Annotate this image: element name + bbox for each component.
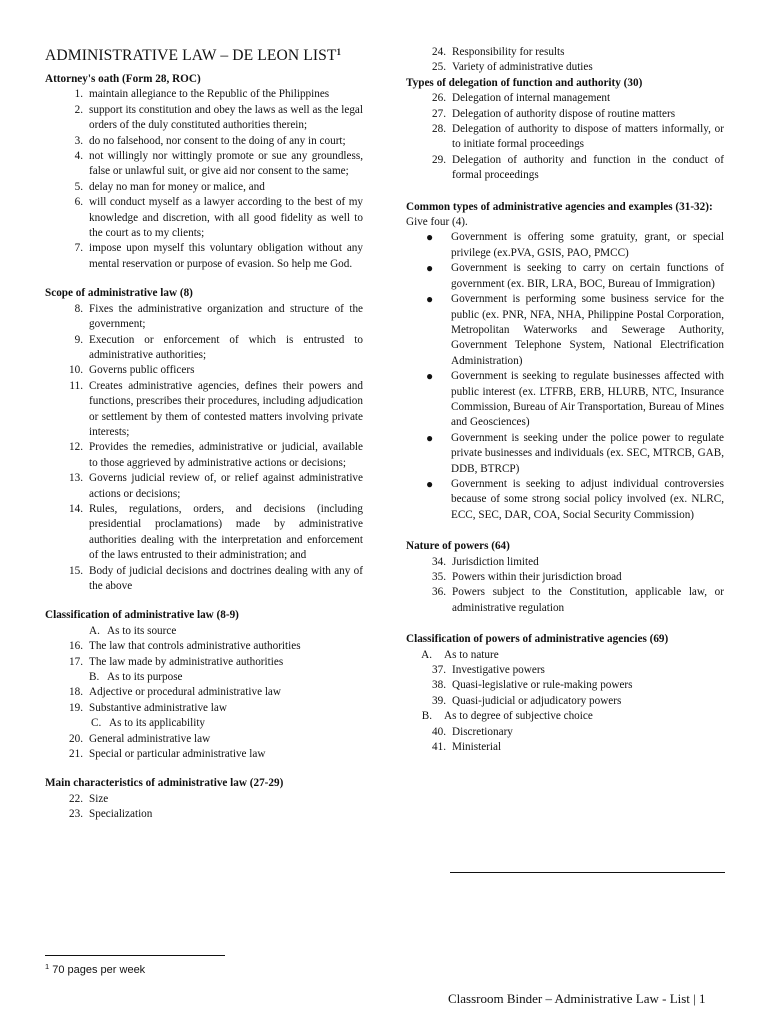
list-item <box>406 725 724 740</box>
list-item <box>45 471 363 502</box>
footnote: $^1$ 70 pages per week <box>45 962 146 976</box>
list-item-text: Rules, regulations, orders, and decisions (including presidential proclamations) made by administrative authorities dealing with the interpretation and enforcement of the laws entrusted to their administration; and <box>89 502 363 562</box>
list-item-text: Variety of administrative duties <box>452 61 593 74</box>
list-item-number: 8. <box>74 302 83 315</box>
subheading-as-to-applicability: C. As to its applicability <box>91 717 206 730</box>
list-item <box>406 153 724 184</box>
oath-list <box>45 87 363 272</box>
bullet-item <box>406 477 724 523</box>
list-item-number: 38. <box>432 679 446 692</box>
list-item-text: Powers subject to the Constitution, applicable law, or administrative regulation <box>452 586 724 614</box>
bullet-icon: ● <box>426 430 434 445</box>
list-item-text: Investigative powers <box>452 664 545 677</box>
list-item-number: 35. <box>432 571 446 583</box>
list-item <box>45 807 363 822</box>
characteristics-list-continued <box>406 45 724 76</box>
bullet-item <box>406 292 724 369</box>
list-item-text: Body of judicial decisions and doctrines dealing with any of the above <box>89 564 363 592</box>
list-item-text: Specialization <box>89 808 153 821</box>
list-item <box>45 747 363 762</box>
bullet-text: Government is seeking under the police power to regulate private businesses and individuals (ex. SEC, MTRCB, GAB, DDB, BTRCP) <box>451 431 724 475</box>
list-item <box>45 180 363 195</box>
list-item <box>406 122 724 153</box>
list-item-text: Governs public officers <box>89 364 195 377</box>
list-item <box>45 732 363 747</box>
subheading-as-to-source: A. As to its source <box>89 624 177 637</box>
list-item-number: 12. <box>69 441 83 454</box>
list-item-text: maintain allegiance to the Republic of the Philippines <box>89 88 330 101</box>
footnote-separator <box>45 955 225 956</box>
list-item-text: Discretionary <box>452 725 513 738</box>
list-item <box>45 302 363 333</box>
list-item-text: Special or particular administrative law <box>89 748 266 761</box>
list-item-number: 22. <box>69 792 83 805</box>
list-item-text: Jurisdiction limited <box>452 555 539 568</box>
list-item-number: 13. <box>69 472 83 485</box>
list-item-number: 17. <box>69 655 83 668</box>
section-heading-scope: Scope of administrative law (8) <box>45 287 193 300</box>
bullet-item <box>406 431 724 477</box>
list-item-text: Provides the remedies, administrative or judicial, available to those aggrieved by administrative actions or decisions; <box>89 441 363 469</box>
list-item <box>406 60 724 75</box>
list-item-number: 16. <box>69 640 83 653</box>
list-item <box>406 694 724 709</box>
list-item <box>45 564 363 595</box>
list-item <box>45 685 363 700</box>
classification-list-a <box>45 639 363 670</box>
list-item-text: impose upon myself this voluntary obligation without any mental reservation or purpose of evasion. So help me God. <box>89 242 363 270</box>
list-item <box>406 740 724 755</box>
list-item <box>406 45 724 60</box>
bullet-icon: ● <box>426 476 434 491</box>
bullet-icon: ● <box>426 261 434 276</box>
list-item <box>45 639 363 654</box>
list-item <box>45 134 363 149</box>
list-item-number: 37. <box>432 664 446 677</box>
page-footer: Classroom Binder – Administrative Law - List | 1 <box>448 991 706 1006</box>
footnote-reference[interactable]: 1 <box>336 47 342 57</box>
list-item-number: 19. <box>69 701 83 714</box>
list-item-number: 3. <box>74 134 83 147</box>
list-item-number: 1. <box>74 88 83 101</box>
list-item-number: 4. <box>74 150 83 163</box>
list-item <box>45 701 363 716</box>
list-item-text: Size <box>89 792 109 805</box>
list-item-number: 9. <box>74 333 83 346</box>
list-item-number: 21. <box>69 748 83 761</box>
scope-list <box>45 302 363 595</box>
list-item-text: Fixes the administrative organization and structure of the government; <box>89 302 363 331</box>
list-item <box>45 655 363 670</box>
list-item-text: Quasi-judicial or adjudicatory powers <box>452 694 622 707</box>
list-item-text: will conduct myself as a lawyer according to the best of my knowledge and discretion, with all good fidelity as well to the court as to my clients; <box>89 196 363 240</box>
list-item-text: Ministerial <box>452 741 502 754</box>
powers-list-b <box>406 725 724 756</box>
classification-list-b <box>45 685 363 716</box>
list-item-number: 24. <box>432 46 446 58</box>
list-item <box>406 555 724 570</box>
list-item-number: 2. <box>74 103 83 116</box>
right-column <box>406 0 724 755</box>
list-item-number: 14. <box>69 502 83 515</box>
list-item <box>45 103 363 134</box>
list-item-text: not willingly nor wittingly promote or sue any groundless, false or unlawful suit, or give aid nor consent to the same; <box>89 150 363 178</box>
list-item-number: 6. <box>74 196 83 209</box>
list-item-text: Powers within their jurisdiction broad <box>452 571 622 583</box>
list-item-text: Execution or enforcement of which is entrusted to administrative authorities; <box>89 333 363 361</box>
list-item-number: 20. <box>69 732 83 745</box>
list-item <box>406 663 724 678</box>
list-item-number: 26. <box>432 92 446 105</box>
list-item-text: do no falsehood, nor consent to the doing of any in court; <box>89 134 346 147</box>
list-item-number: 11. <box>69 379 83 392</box>
bullet-text: Government is seeking to carry on certain functions of government (ex. BIR, LRA, BOC, Bureau of Immigration) <box>451 262 724 290</box>
characteristics-list <box>45 792 363 823</box>
list-item <box>45 87 363 102</box>
list-item <box>45 502 363 564</box>
list-item-number: 29. <box>432 153 446 166</box>
subheading-as-to-purpose: B. As to its purpose <box>89 671 183 684</box>
section-heading-classification-of-powers: Classification of powers of administrative agencies (69) <box>406 633 669 646</box>
section-heading-attorneys-oath: Attorney's oath (Form 28, ROC) <box>45 73 201 85</box>
bullet-item <box>406 261 724 292</box>
agencies-bullet-list <box>406 230 724 523</box>
list-item <box>45 333 363 364</box>
section-heading-delegation: Types of delegation of function and authority (30) <box>406 76 643 89</box>
list-item-text: General administrative law <box>89 732 211 745</box>
list-item-text: The law made by administrative authorities <box>89 655 284 668</box>
bullet-icon: ● <box>426 369 434 384</box>
section-heading-characteristics: Main characteristics of administrative law (27-29) <box>45 777 284 790</box>
list-item-number: 27. <box>432 107 446 120</box>
list-item <box>406 91 724 106</box>
list-item-text: The law that controls administrative authorities <box>89 640 301 653</box>
subheading-as-to-degree: B. As to degree of subjective choice <box>421 710 593 723</box>
list-item-text: Governs judicial review of, or relief against administrative actions or decisions; <box>89 472 363 500</box>
bullet-text: Government is seeking to regulate businesses affected with public interest (ex. LTFRB, ERB, HLURB, NTC, Insurance Commission, Bureau of Air Transportation, Bureau of Mines and Geosciences) <box>451 370 724 429</box>
list-item-text: support its constitution and obey the laws as well as the legal orders of the duly constituted authorities therein; <box>89 103 363 132</box>
list-item-number: 41. <box>432 741 446 754</box>
section-heading-classification: Classification of administrative law (8-9) <box>45 609 239 622</box>
bullet-icon: ● <box>426 230 434 245</box>
list-item-text: Quasi-legislative or rule-making powers <box>452 679 633 692</box>
list-item-number: 5. <box>74 180 83 193</box>
list-item <box>45 792 363 807</box>
classification-list-c <box>45 732 363 763</box>
bullet-item <box>406 230 724 261</box>
subheading-as-to-nature: A. As to nature <box>421 648 499 661</box>
right-column-rule <box>450 872 725 873</box>
left-column <box>45 0 363 823</box>
list-item-number: 28. <box>432 123 446 136</box>
list-item <box>45 241 363 272</box>
powers-list-a <box>406 663 724 709</box>
bullet-icon: ● <box>426 292 434 307</box>
list-item-number: 10. <box>69 364 83 377</box>
list-item-text: Responsibility for results <box>452 46 565 58</box>
page-title: ADMINISTRATIVE LAW – DE LEON LIST$^1$ <box>45 47 342 64</box>
list-item <box>406 678 724 693</box>
list-item-number: 7. <box>74 242 83 255</box>
list-item-number: 25. <box>432 61 446 74</box>
bullet-text: Government is offering some gratuity, grant, or special privilege (ex.PVA, GSIS, PAO, PMCC) <box>451 231 724 259</box>
list-item-number: 40. <box>432 725 446 738</box>
list-item-number: 39. <box>432 694 446 707</box>
nature-list <box>406 555 724 617</box>
list-item-text: Substantive administrative law <box>89 701 227 714</box>
list-item <box>45 363 363 378</box>
bullet-text: Government is performing some business service for the public (ex. PNR, NFA, NHA, Philippine Postal Corporation, Metropolitan Waterworks and Sewerage Authority, Government Telephone System, National Electrification Administration) <box>451 293 724 367</box>
delegation-list <box>406 91 724 183</box>
section-heading-agencies: Common types of administrative agencies and examples (31-32): Give four (4). <box>406 200 713 229</box>
list-item <box>45 195 363 241</box>
list-item-number: 18. <box>69 686 83 699</box>
section-heading-nature-of-powers: Nature of powers (64) <box>406 540 510 553</box>
list-item <box>45 440 363 471</box>
list-item-number: 15. <box>69 564 83 577</box>
list-item-text: Delegation of authority and function in the conduct of formal proceedings <box>452 153 724 182</box>
list-item-number: 23. <box>69 808 83 821</box>
list-item-number: 36. <box>432 586 446 599</box>
list-item-text: delay no man for money or malice, and <box>89 180 265 193</box>
list-item <box>406 585 724 616</box>
list-item <box>406 107 724 122</box>
bullet-text: Government is seeking to adjust individual controversies because of some strong social policy involved (ex. NLRC, ECC, SEC, DAR, COA, Social Security Commission) <box>451 477 724 521</box>
bullet-item <box>406 369 724 431</box>
list-item-text: Adjective or procedural administrative law <box>89 686 281 699</box>
list-item-number: 34. <box>432 555 446 568</box>
list-item-text: Delegation of authority to dispose of matters informally, or to initiate formal proceedings <box>452 123 724 151</box>
list-item-text: Delegation of authority dispose of routine matters <box>452 107 676 120</box>
list-item-text: Creates administrative agencies, defines their powers and functions, prescribes their procedures, including adjudication or settlement by them of contested matters involving private interests; <box>89 379 363 438</box>
list-item <box>45 379 363 441</box>
list-item <box>406 570 724 585</box>
list-item <box>45 149 363 180</box>
list-item-text: Delegation of internal management <box>452 92 611 105</box>
